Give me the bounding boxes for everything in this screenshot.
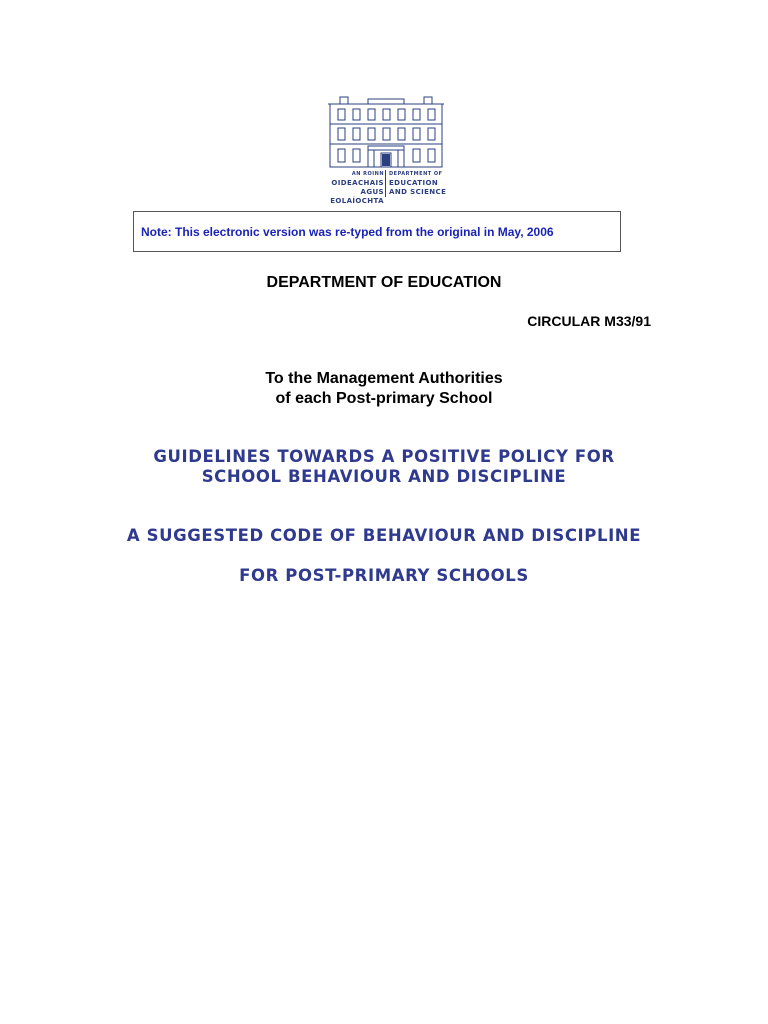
- addressee-line-2: of each Post-primary School: [275, 390, 493, 407]
- addressee-line-1: To the Management Authorities: [265, 370, 503, 387]
- note-text: Note: This electronic version was re-typed from the original in May, 2006: [141, 225, 554, 239]
- logo-english-name: [389, 170, 446, 197]
- addressee: [0, 369, 768, 409]
- logo-right-line1: EDUCATION: [389, 179, 439, 187]
- guidelines-title-line-1: GUIDELINES TOWARDS A POSITIVE POLICY FOR: [153, 447, 615, 466]
- department-logo: [306, 94, 466, 205]
- logo-left-line2: AGUS EOLAÍOCHTA: [330, 188, 384, 205]
- logo-left-small: AN ROINN: [351, 171, 384, 177]
- department-heading: DEPARTMENT OF EDUCATION: [266, 274, 502, 291]
- note-box: [133, 211, 621, 252]
- building-icon: [306, 94, 466, 168]
- suggested-code-title-line-2: FOR POST-PRIMARY SCHOOLS: [239, 566, 529, 585]
- suggested-code-title-line-1: A SUGGESTED CODE OF BEHAVIOUR AND DISCIPLINE: [126, 526, 642, 545]
- logo-irish-name: [306, 170, 384, 206]
- circular-number: CIRCULAR M33/91: [527, 313, 651, 329]
- logo-divider: [385, 170, 386, 197]
- logo-left-line1: OIDEACHAIS: [331, 179, 384, 187]
- logo-right-line2: AND SCIENCE: [389, 188, 447, 196]
- guidelines-title-line-2: SCHOOL BEHAVIOUR AND DISCIPLINE: [201, 467, 567, 486]
- guidelines-title: [0, 447, 768, 487]
- logo-right-small: DEPARTMENT OF: [389, 171, 443, 177]
